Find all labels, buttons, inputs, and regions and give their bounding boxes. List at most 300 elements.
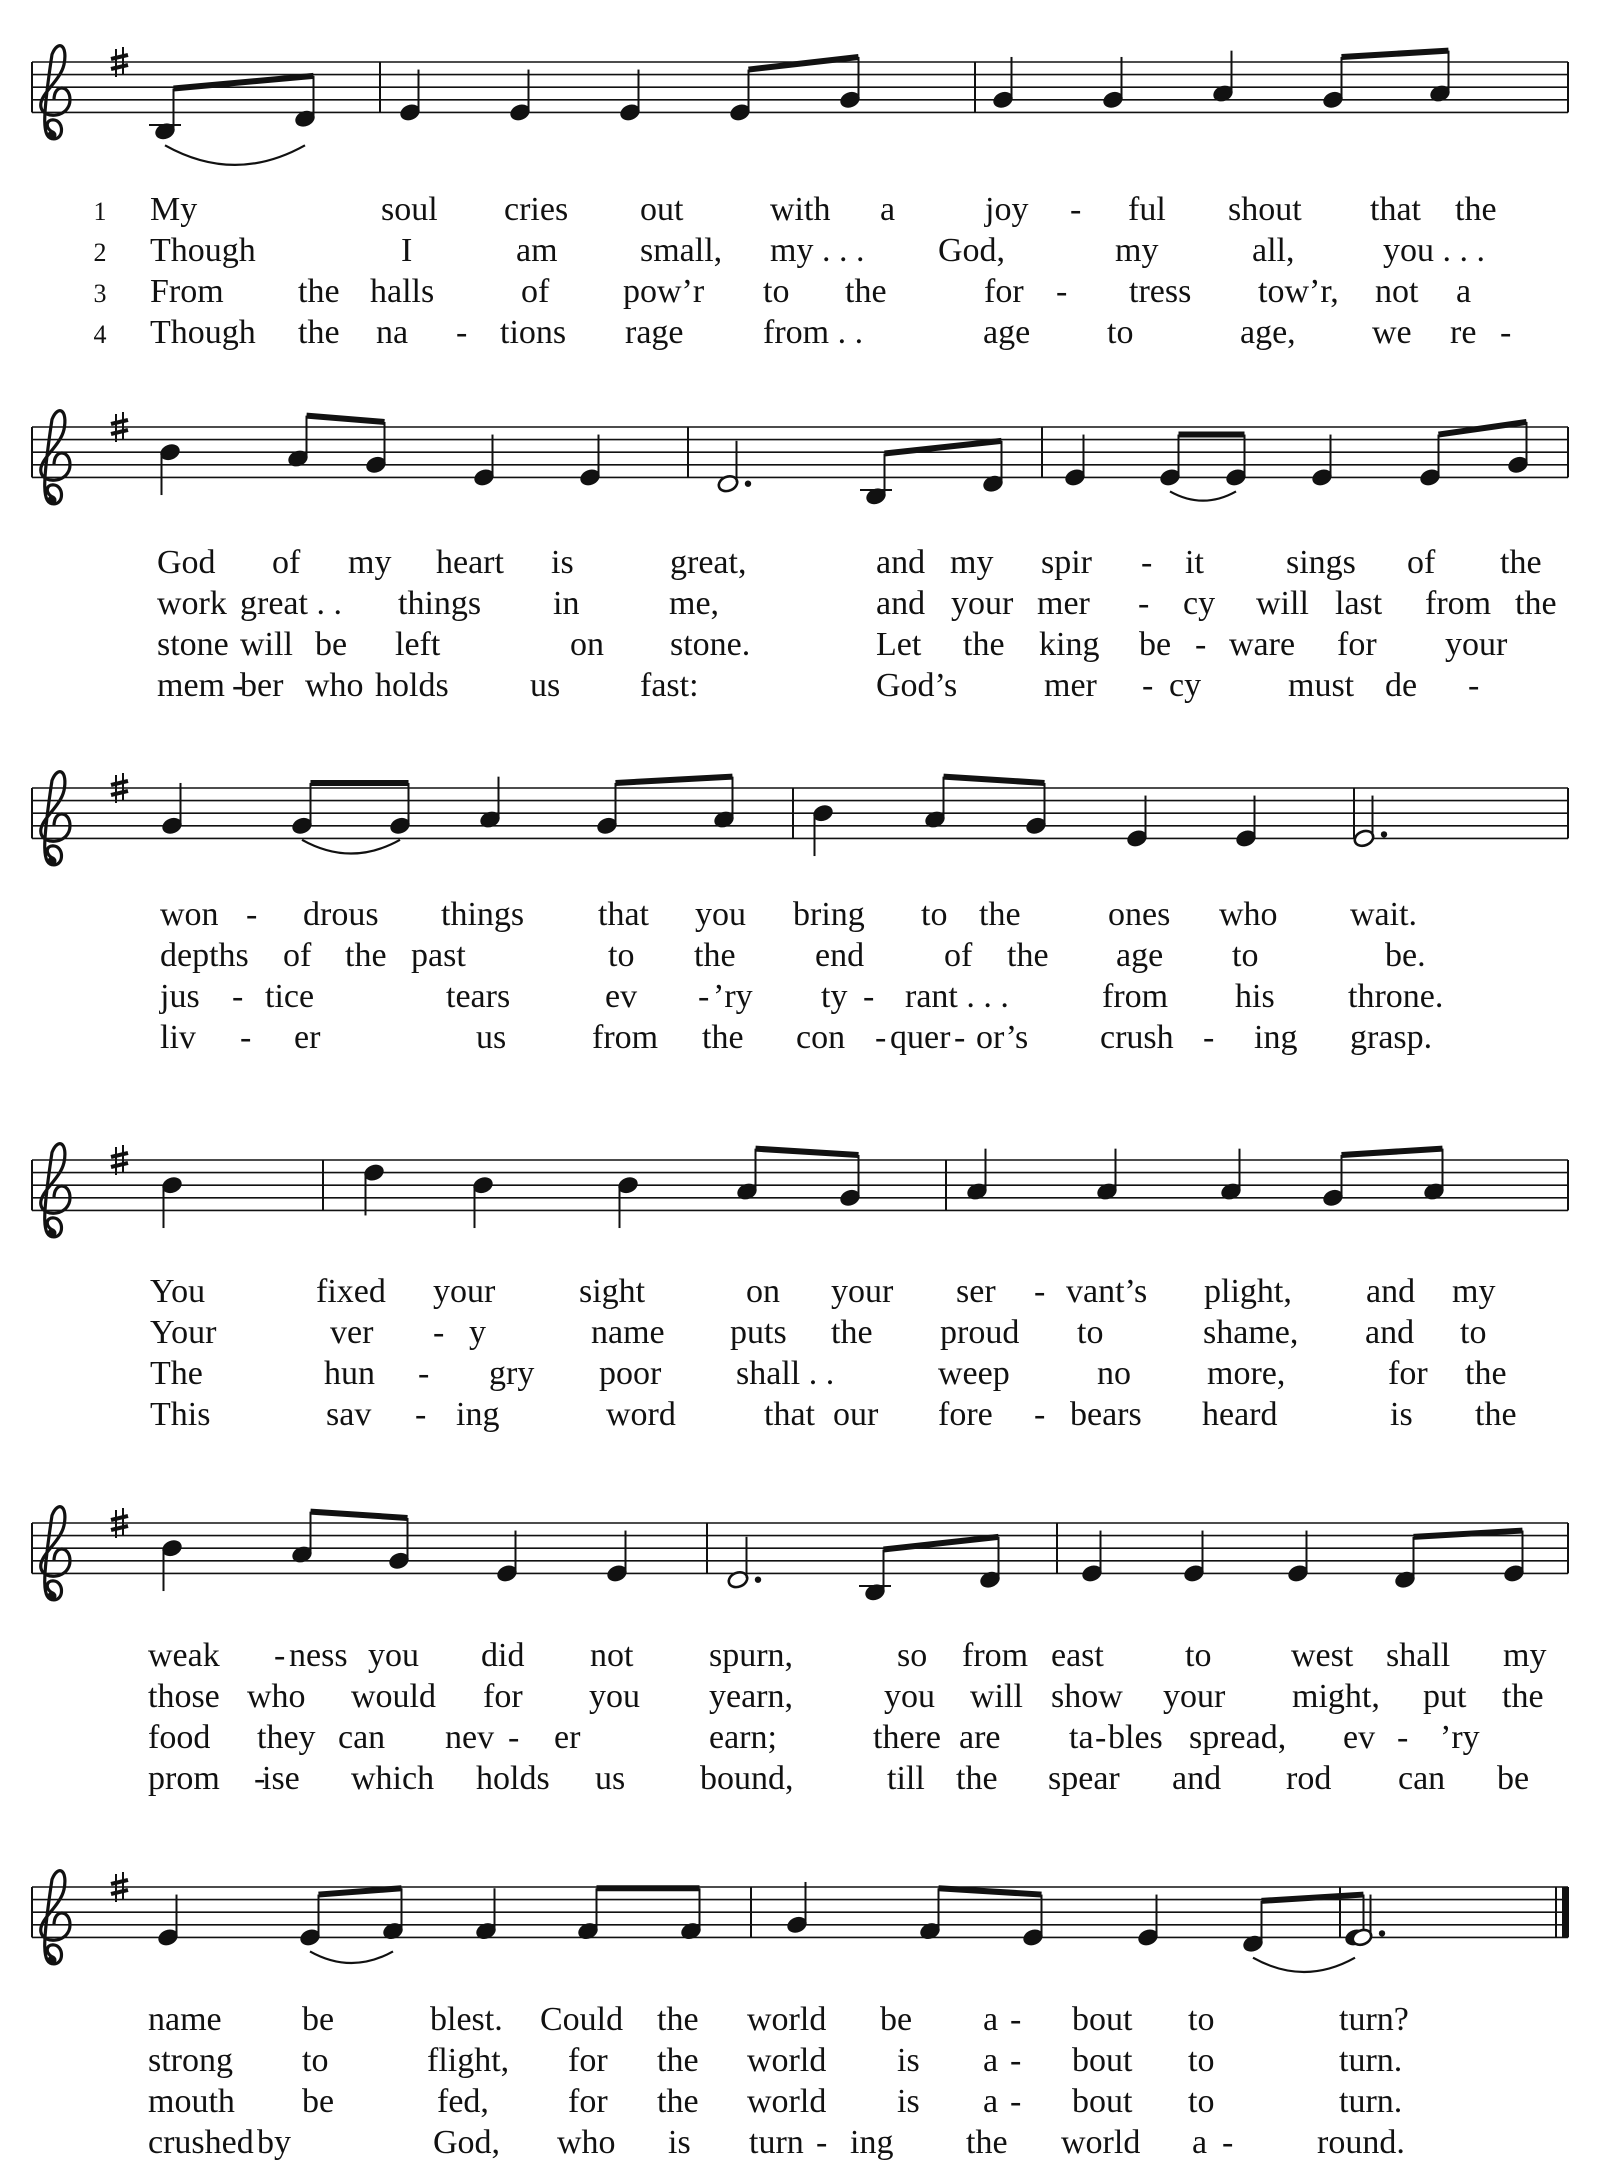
lyric-syllable: on bbox=[746, 1273, 780, 1310]
verse-number: 1 bbox=[93, 197, 107, 226]
lyric-syllable: rant . . . bbox=[905, 978, 1009, 1015]
lyric-syllable: ones bbox=[1108, 896, 1171, 933]
lyric-syllable: am bbox=[516, 232, 558, 269]
verse-number: 3 bbox=[93, 279, 107, 308]
lyric-syllable: er bbox=[294, 1019, 321, 1056]
lyric-syllable: to bbox=[608, 937, 635, 974]
lyric-syllable: puts bbox=[730, 1314, 787, 1351]
lyric-syllable: and bbox=[1172, 1760, 1222, 1797]
lyric-syllable: stone bbox=[157, 626, 229, 663]
lyric-syllable: my bbox=[348, 544, 392, 581]
augmentation-dot bbox=[1379, 1930, 1385, 1936]
lyric-syllable: the bbox=[1500, 544, 1542, 581]
lyric-syllable: weak bbox=[148, 1637, 220, 1674]
lyric-syllable: out bbox=[640, 191, 684, 228]
lyric-syllable: the bbox=[1475, 1396, 1517, 1433]
lyric-syllable: is bbox=[897, 2042, 920, 2079]
lyric-hyphen: - bbox=[1468, 667, 1480, 704]
lyric-syllable: you bbox=[589, 1678, 640, 1715]
lyric-syllable: last bbox=[1335, 585, 1383, 622]
lyric-syllable: his bbox=[1235, 978, 1275, 1015]
lyric-hyphen: - bbox=[1034, 1396, 1046, 1433]
treble-clef-icon bbox=[41, 1871, 70, 1965]
lyric-syllable: king bbox=[1039, 626, 1100, 663]
eighth-beam bbox=[319, 1888, 402, 1894]
lyric-syllable: turn. bbox=[1339, 2083, 1403, 2120]
lyric-syllable: Your bbox=[150, 1314, 217, 1351]
lyric-syllable: a bbox=[1456, 273, 1472, 310]
lyric-syllable: that bbox=[1370, 191, 1421, 228]
augmentation-dot bbox=[755, 1577, 761, 1583]
lyric-syllable: tions bbox=[500, 314, 567, 351]
lyric-hyphen: - bbox=[456, 314, 468, 351]
eighth-beam bbox=[311, 1512, 408, 1518]
lyric-syllable: cy bbox=[1183, 585, 1216, 622]
lyric-syllable: shame, bbox=[1203, 1314, 1299, 1351]
lyric-syllable: bears bbox=[1070, 1396, 1142, 1433]
treble-clef-icon bbox=[41, 1507, 70, 1601]
lyric-syllable: spear bbox=[1048, 1760, 1120, 1797]
lyric-syllable: and bbox=[1366, 1273, 1416, 1310]
lyric-syllable: my bbox=[1503, 1637, 1547, 1674]
lyric-syllable: things bbox=[441, 896, 525, 933]
augmentation-dot bbox=[1381, 831, 1387, 837]
lyric-syllable: ing bbox=[456, 1396, 500, 1433]
lyric-syllable: turn bbox=[749, 2124, 804, 2161]
treble-clef-icon bbox=[41, 411, 70, 505]
lyric-syllable: it bbox=[1185, 544, 1204, 581]
lyric-syllable: My bbox=[150, 191, 198, 228]
lyric-syllable: a bbox=[1192, 2124, 1208, 2161]
lyric-hyphen: - bbox=[415, 1396, 427, 1433]
lyric-syllable: You bbox=[150, 1273, 206, 1310]
lyric-syllable: cy bbox=[1169, 667, 1202, 704]
lyric-syllable: won bbox=[160, 896, 219, 933]
lyric-syllable: to bbox=[1188, 2042, 1215, 2079]
lyric-syllable: age, bbox=[1240, 314, 1296, 351]
lyric-hyphen: - bbox=[1222, 2124, 1234, 2161]
lyric-syllable: shall bbox=[1386, 1637, 1451, 1674]
lyric-syllable: poor bbox=[599, 1355, 662, 1392]
lyric-syllable: things bbox=[398, 585, 482, 622]
lyric-hyphen: - bbox=[274, 1637, 286, 1674]
lyric-syllable: the bbox=[298, 273, 340, 310]
lyric-syllable: depths bbox=[160, 937, 249, 974]
lyric-syllable: bound, bbox=[700, 1760, 794, 1797]
augmentation-dot bbox=[745, 481, 751, 487]
lyric-syllable: be. bbox=[1385, 937, 1426, 974]
lyric-syllable: throne. bbox=[1348, 978, 1444, 1015]
verse-number: 2 bbox=[93, 238, 107, 267]
lyric-syllable: name bbox=[591, 1314, 665, 1351]
lyric-syllable: prom bbox=[148, 1760, 220, 1797]
lyric-syllable: you bbox=[368, 1637, 419, 1674]
lyric-syllable: they bbox=[257, 1719, 316, 1756]
lyric-syllable: for bbox=[483, 1678, 523, 1715]
lyric-syllable: mem bbox=[157, 667, 225, 704]
slur bbox=[1253, 1958, 1355, 1972]
lyric-syllable: not bbox=[1375, 273, 1419, 310]
lyric-syllable: halls bbox=[370, 273, 435, 310]
eighth-beam bbox=[1342, 1149, 1443, 1155]
lyric-syllable: flight, bbox=[427, 2042, 510, 2079]
slur bbox=[302, 840, 400, 854]
lyric-syllable: the bbox=[1502, 1678, 1544, 1715]
lyric-syllable: grasp. bbox=[1350, 1019, 1433, 1056]
lyric-syllable: who bbox=[1219, 896, 1278, 933]
lyric-hyphen: - bbox=[1010, 2083, 1022, 2120]
lyric-syllable: hun bbox=[324, 1355, 375, 1392]
lyric-syllable: mer bbox=[1037, 585, 1090, 622]
lyric-hyphen: - bbox=[246, 896, 258, 933]
lyric-syllable: my bbox=[1452, 1273, 1496, 1310]
lyric-syllable: word bbox=[606, 1396, 676, 1433]
lyric-syllable: shall . . bbox=[736, 1355, 835, 1392]
lyric-hyphen: - bbox=[232, 667, 244, 704]
lyric-syllable: spurn, bbox=[709, 1637, 794, 1674]
lyric-syllable: liv bbox=[160, 1019, 196, 1056]
lyric-syllable: sav bbox=[326, 1396, 372, 1433]
lyric-syllable: be bbox=[1139, 626, 1172, 663]
lyric-syllable: fed, bbox=[437, 2083, 489, 2120]
lyric-hyphen: - bbox=[418, 1355, 430, 1392]
lyric-syllable: quer bbox=[890, 1019, 951, 1056]
lyric-syllable: us bbox=[595, 1760, 626, 1797]
lyric-hyphen: - bbox=[1034, 1273, 1046, 1310]
lyric-syllable: ise bbox=[262, 1760, 300, 1797]
eighth-beam bbox=[616, 777, 733, 783]
lyric-syllable: the bbox=[966, 2124, 1008, 2161]
treble-clef-icon bbox=[41, 46, 70, 140]
lyric-syllable: is bbox=[1390, 1396, 1413, 1433]
lyric-syllable: God’s bbox=[876, 667, 958, 704]
lyric-syllable: to bbox=[1232, 937, 1259, 974]
lyric-syllable: of bbox=[944, 937, 973, 974]
lyric-syllable: stone. bbox=[670, 626, 751, 663]
lyric-syllable: from . . bbox=[763, 314, 864, 351]
lyric-syllable: our bbox=[833, 1396, 879, 1433]
lyric-syllable: to bbox=[1188, 2083, 1215, 2120]
lyric-syllable: vant’s bbox=[1066, 1273, 1148, 1310]
lyric-syllable: food bbox=[148, 1719, 211, 1756]
lyric-syllable: a bbox=[983, 2083, 999, 2120]
lyric-syllable: world bbox=[747, 2083, 827, 2120]
lyric-syllable: sight bbox=[579, 1273, 646, 1310]
lyric-syllable: re bbox=[1450, 314, 1477, 351]
lyric-syllable: ’ry bbox=[713, 978, 753, 1015]
lyric-syllable: for bbox=[984, 273, 1024, 310]
lyric-syllable: cries bbox=[504, 191, 569, 228]
lyric-syllable: past bbox=[411, 937, 466, 974]
eighth-beam bbox=[756, 1149, 859, 1155]
lyric-syllable: ful bbox=[1128, 191, 1166, 228]
lyric-syllable: the bbox=[657, 2042, 699, 2079]
lyric-syllable: you . . . bbox=[1383, 232, 1485, 269]
lyric-syllable: sings bbox=[1286, 544, 1356, 581]
lyric-hyphen: - bbox=[863, 978, 875, 1015]
lyric-syllable: we bbox=[1372, 314, 1412, 351]
eighth-beam bbox=[939, 1888, 1042, 1894]
treble-clef-icon bbox=[41, 1144, 70, 1238]
lyric-syllable: of bbox=[1407, 544, 1436, 581]
lyric-hyphen: - bbox=[875, 1019, 887, 1056]
lyric-syllable: the bbox=[345, 937, 387, 974]
lyric-hyphen: - bbox=[433, 1314, 445, 1351]
lyric-syllable: the bbox=[831, 1314, 873, 1351]
lyric-syllable: me, bbox=[669, 585, 720, 622]
lyric-syllable: yearn, bbox=[709, 1678, 794, 1715]
lyric-syllable: show bbox=[1051, 1678, 1123, 1715]
lyric-syllable: end bbox=[815, 937, 865, 974]
lyric-syllable: From bbox=[150, 273, 224, 310]
lyric-syllable: God bbox=[157, 544, 216, 581]
lyric-syllable: fast: bbox=[640, 667, 699, 704]
lyric-syllable: Could bbox=[540, 2001, 624, 2038]
lyric-syllable: wait. bbox=[1350, 896, 1418, 933]
lyric-syllable: world bbox=[747, 2042, 827, 2079]
lyric-syllable: who bbox=[247, 1678, 306, 1715]
lyric-syllable: blest. bbox=[430, 2001, 503, 2038]
lyric-syllable: de bbox=[1385, 667, 1418, 704]
lyric-syllable: us bbox=[476, 1019, 507, 1056]
lyric-hyphen: - bbox=[1142, 667, 1154, 704]
lyric-syllable: ty bbox=[821, 978, 848, 1015]
lyric-syllable: Let bbox=[876, 626, 922, 663]
lyric-syllable: I bbox=[401, 232, 413, 269]
lyric-syllable: ber bbox=[240, 667, 284, 704]
lyric-syllable: ware bbox=[1229, 626, 1296, 663]
lyric-syllable: ev bbox=[1343, 1719, 1376, 1756]
lyric-syllable: fore bbox=[938, 1396, 993, 1433]
lyric-syllable: your bbox=[1163, 1678, 1226, 1715]
lyric-syllable: to bbox=[763, 273, 790, 310]
lyric-syllable: holds bbox=[476, 1760, 550, 1797]
lyric-syllable: for bbox=[1337, 626, 1377, 663]
lyric-syllable: so bbox=[897, 1637, 928, 1674]
lyric-syllable: ev bbox=[605, 978, 638, 1015]
lyric-syllable: a bbox=[983, 2042, 999, 2079]
lyric-syllable: the bbox=[1515, 585, 1557, 622]
lyric-syllable: west bbox=[1291, 1637, 1354, 1674]
lyric-syllable: left bbox=[395, 626, 441, 663]
lyric-syllable: rod bbox=[1286, 1760, 1332, 1797]
lyric-syllable: your bbox=[831, 1273, 894, 1310]
lyric-syllable: till bbox=[887, 1760, 925, 1797]
lyric-hyphen: - bbox=[1203, 1019, 1215, 1056]
lyric-syllable: for bbox=[1388, 1355, 1428, 1392]
lyric-syllable: weep bbox=[938, 1355, 1010, 1392]
lyric-syllable: who bbox=[305, 667, 364, 704]
lyric-syllable: to bbox=[1107, 314, 1134, 351]
lyric-syllable: be bbox=[302, 2001, 335, 2038]
lyric-syllable: of bbox=[272, 544, 301, 581]
lyric-syllable: or’s bbox=[976, 1019, 1029, 1056]
lyric-hyphen: - bbox=[1010, 2001, 1022, 2038]
lyric-syllable: shout bbox=[1228, 191, 1302, 228]
lyric-syllable: the bbox=[1455, 191, 1497, 228]
lyric-hyphen: - bbox=[240, 1019, 252, 1056]
lyric-syllable: that bbox=[764, 1396, 815, 1433]
lyric-syllable: soul bbox=[381, 191, 438, 228]
eighth-beam bbox=[749, 57, 859, 70]
lyric-syllable: bout bbox=[1072, 2083, 1133, 2120]
lyric-hyphen: - bbox=[232, 978, 244, 1015]
lyric-syllable: not bbox=[590, 1637, 634, 1674]
lyric-syllable: rage bbox=[625, 314, 684, 351]
lyric-syllable: must bbox=[1288, 667, 1355, 704]
lyric-syllable: name bbox=[148, 2001, 222, 2038]
lyric-syllable: Though bbox=[150, 314, 256, 351]
lyric-syllable: great, bbox=[670, 544, 747, 581]
lyric-syllable: with bbox=[770, 191, 831, 228]
lyric-syllable: for bbox=[568, 2083, 608, 2120]
lyric-syllable: round. bbox=[1317, 2124, 1405, 2161]
lyric-syllable: na bbox=[376, 314, 409, 351]
lyric-syllable: The bbox=[150, 1355, 203, 1392]
lyric-syllable: the bbox=[657, 2001, 699, 2038]
lyric-syllable: more, bbox=[1207, 1355, 1286, 1392]
lyric-syllable: ver bbox=[330, 1314, 374, 1351]
lyric-hyphen: - bbox=[1056, 273, 1068, 310]
lyric-syllable: be bbox=[315, 626, 348, 663]
lyric-syllable: from bbox=[1102, 978, 1169, 1015]
lyric-syllable: from bbox=[962, 1637, 1029, 1674]
lyric-syllable: your bbox=[951, 585, 1014, 622]
verse-number: 4 bbox=[93, 320, 107, 349]
lyric-syllable: ’ry bbox=[1440, 1719, 1480, 1756]
lyric-syllable: can bbox=[338, 1719, 386, 1756]
lyric-syllable: strong bbox=[148, 2042, 233, 2079]
lyric-syllable: the bbox=[298, 314, 340, 351]
lyric-syllable: work bbox=[157, 585, 227, 622]
slur bbox=[1170, 491, 1236, 500]
lyric-syllable: will bbox=[970, 1678, 1023, 1715]
lyric-syllable: and bbox=[1365, 1314, 1415, 1351]
lyric-syllable: the bbox=[657, 2083, 699, 2120]
lyric-syllable: of bbox=[521, 273, 550, 310]
lyric-syllable: age bbox=[1116, 937, 1164, 974]
eighth-beam bbox=[944, 777, 1045, 783]
slur bbox=[165, 145, 305, 165]
lyric-syllable: those bbox=[148, 1678, 220, 1715]
lyric-syllable: and bbox=[876, 544, 926, 581]
lyric-syllable: bout bbox=[1072, 2001, 1133, 2038]
lyric-syllable: world bbox=[747, 2001, 827, 2038]
eighth-beam bbox=[307, 416, 385, 422]
lyric-syllable: is bbox=[551, 544, 574, 581]
lyric-syllable: ing bbox=[1254, 1019, 1298, 1056]
lyric-syllable: turn. bbox=[1339, 2042, 1403, 2079]
lyric-syllable: my . . . bbox=[770, 232, 865, 269]
final-barline bbox=[1562, 1887, 1569, 1937]
lyric-syllable: be bbox=[880, 2001, 913, 2038]
lyric-syllable: can bbox=[1398, 1760, 1446, 1797]
lyric-hyphen: - bbox=[1070, 191, 1082, 228]
lyric-hyphen: - bbox=[954, 1019, 966, 1056]
lyric-hyphen: - bbox=[1397, 1719, 1409, 1756]
lyric-syllable: holds bbox=[375, 667, 449, 704]
lyric-syllable: you bbox=[884, 1678, 935, 1715]
lyric-syllable: of bbox=[283, 937, 312, 974]
lyric-syllable: no bbox=[1097, 1355, 1131, 1392]
lyric-syllable: my bbox=[1115, 232, 1159, 269]
lyric-syllable: your bbox=[1445, 626, 1508, 663]
lyric-syllable: a bbox=[880, 191, 896, 228]
lyric-syllable: east bbox=[1051, 1637, 1104, 1674]
lyric-syllable: you bbox=[695, 896, 746, 933]
lyric-syllable: might, bbox=[1292, 1678, 1380, 1715]
lyric-syllable: tice bbox=[265, 978, 315, 1015]
lyric-syllable: by bbox=[257, 2124, 291, 2161]
lyric-syllable: tow’r, bbox=[1258, 273, 1339, 310]
lyric-syllable: in bbox=[553, 585, 580, 622]
lyric-syllable: be bbox=[302, 2083, 335, 2120]
lyric-hyphen: - bbox=[508, 1719, 520, 1756]
lyric-syllable: all, bbox=[1252, 232, 1295, 269]
lyric-syllable: the bbox=[1465, 1355, 1507, 1392]
lyric-syllable: which bbox=[351, 1760, 435, 1797]
lyric-syllable: tress bbox=[1129, 273, 1192, 310]
lyric-syllable: gry bbox=[489, 1355, 535, 1392]
lyric-syllable: the bbox=[702, 1019, 744, 1056]
lyric-syllable: ness bbox=[289, 1637, 348, 1674]
lyric-syllable: earn; bbox=[709, 1719, 777, 1756]
slur bbox=[310, 1951, 393, 1963]
lyric-syllable: spir bbox=[1041, 544, 1092, 581]
lyric-syllable: God, bbox=[938, 232, 1006, 269]
eighth-beam bbox=[1439, 422, 1527, 435]
lyric-syllable: world bbox=[1061, 2124, 1141, 2161]
lyric-syllable: the bbox=[963, 626, 1005, 663]
lyric-syllable: the bbox=[845, 273, 887, 310]
lyric-syllable: would bbox=[351, 1678, 436, 1715]
lyric-hyphen: - bbox=[1500, 314, 1512, 351]
lyric-syllable: the bbox=[694, 937, 736, 974]
lyric-syllable: is bbox=[668, 2124, 691, 2161]
lyric-syllable: a bbox=[983, 2001, 999, 2038]
lyric-syllable: This bbox=[150, 1396, 211, 1433]
lyric-syllable: is bbox=[897, 2083, 920, 2120]
lyric-syllable: age bbox=[983, 314, 1031, 351]
lyric-syllable: fixed bbox=[316, 1273, 386, 1310]
lyric-syllable: to bbox=[1460, 1314, 1487, 1351]
lyric-hyphen: - bbox=[1010, 2042, 1022, 2079]
lyric-syllable: bles bbox=[1108, 1719, 1163, 1756]
lyric-syllable: plight, bbox=[1204, 1273, 1292, 1310]
lyric-syllable: to bbox=[1185, 1637, 1212, 1674]
lyric-syllable: ing bbox=[850, 2124, 894, 2161]
lyric-syllable: nev bbox=[445, 1719, 495, 1756]
lyric-syllable: on bbox=[570, 626, 604, 663]
lyric-syllable: y bbox=[469, 1314, 486, 1351]
lyric-syllable: small, bbox=[640, 232, 723, 269]
lyric-syllable: er bbox=[554, 1719, 581, 1756]
lyric-syllable: turn? bbox=[1339, 2001, 1409, 2038]
lyric-syllable: bout bbox=[1072, 2042, 1133, 2079]
lyric-syllable: for bbox=[568, 2042, 608, 2079]
lyric-syllable: to bbox=[921, 896, 948, 933]
lyric-syllable: great . . bbox=[240, 585, 342, 622]
treble-clef-icon bbox=[41, 772, 70, 866]
lyric-syllable: heard bbox=[1202, 1396, 1278, 1433]
lyric-syllable: put bbox=[1423, 1678, 1467, 1715]
lyric-syllable: God, bbox=[433, 2124, 501, 2161]
lyric-syllable: will bbox=[1256, 585, 1309, 622]
lyric-hyphen: - bbox=[1138, 585, 1150, 622]
lyric-syllable: Though bbox=[150, 232, 256, 269]
lyric-syllable: there bbox=[873, 1719, 941, 1756]
lyric-syllable: from bbox=[1425, 585, 1492, 622]
